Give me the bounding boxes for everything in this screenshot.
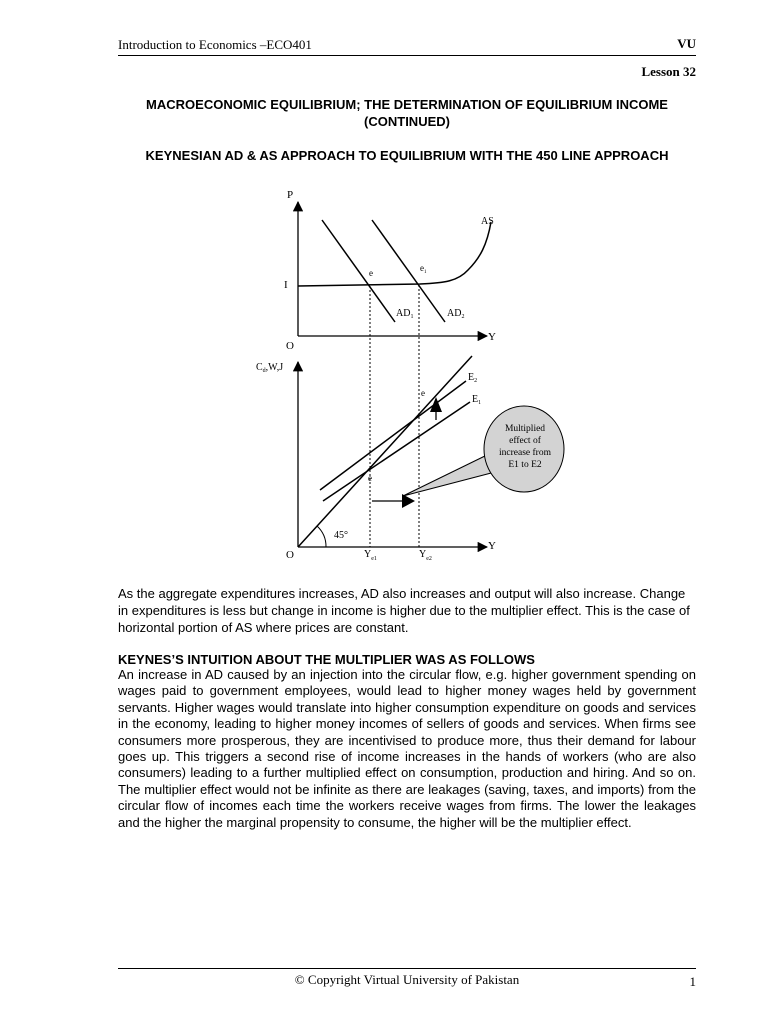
lesson-label: Lesson 32 [641, 64, 696, 79]
forty-five-degree-line [298, 356, 472, 547]
callout-line-1: Multiplied [504, 424, 546, 434]
callout-line-2: effect of [509, 436, 541, 446]
equilibrium-e-label-1: e [369, 268, 373, 278]
callout-pointer [403, 454, 495, 496]
vu-brand: VU [677, 36, 696, 51]
copyright-footer: © Copyright Virtual University of Pakistan [294, 972, 520, 987]
top-x-axis-label: Y [488, 331, 496, 343]
section-heading: KEYNES’S INTUITION ABOUT THE MULTIPLIER WAS AS FOLLOWS [118, 652, 535, 667]
e1-label: $E_1$ [472, 394, 482, 406]
bottom-origin-label: O [286, 549, 294, 561]
title-line-1: MACROECONOMIC EQUILIBRIUM; THE DETERMINATION OF EQUILIBRIUM INCOME [146, 97, 668, 112]
equilibrium-e-label-4: e [368, 473, 372, 483]
angle-arc [317, 526, 326, 547]
e2-expenditure-line [320, 381, 466, 490]
as-label: AS [481, 216, 494, 227]
section-subtitle: KEYNESIAN AD & AS APPROACH TO EQUILIBRIUM WITH THE 450 LINE APPROACH [145, 148, 669, 163]
top-y-axis-label: P [287, 189, 294, 201]
price-level-label: I [284, 279, 288, 291]
ye2-label: $Y_{e2}$ [419, 549, 432, 562]
footer-rule [118, 968, 696, 969]
callout-line-3: increase from [499, 448, 551, 458]
paragraph-multiplier-intro: As the aggregate expenditures increases, AD also increases and output will also increase. Change in expenditures is less but change in income is higher due to the multiplier effect. This is the case of horizontal portion of AS where prices are constant. [118, 586, 690, 635]
as-curve [298, 222, 491, 286]
equilibrium-e-label-3: e [421, 388, 425, 398]
bottom-y-axis-label: $C_d,W,J$ [256, 362, 284, 374]
ad2-curve [372, 220, 445, 322]
ad1-label: $AD_1$ [396, 308, 414, 320]
ad1-curve [322, 220, 395, 322]
equilibrium-e-label-2: $e_1$ [420, 263, 427, 275]
title-line-2: (CONTINUED) [364, 114, 450, 129]
callout-line-4: E1 to E2 [508, 460, 542, 470]
page-number: 1 [689, 974, 696, 989]
paragraph-keynes-intuition: An increase in AD caused by an injection into the circular flow, e.g. higher government spending on wages paid to government employees, would lead to higher money wages held by government servants. Higher wages would translate into higher consumption expenditure on goods and services in the economy, leading to higher money incomes of sellers of goods and services. When firms see consumers more prosperous, they are incentivised to produce more, thus their demand for labour goes up. This triggers a second rise of income increases in the hands of workers (who are also consumers) leading to a further multiplied effect on consumption, production and hiring. And so on. The multiplier effect would not be infinite as there are leakages (saving, taxes, and imports) from the circular flow of incomes each time the workers receive wages from firms. The lower the leakages and the higher the marginal propensity to consume, the higher will be the multiplier effect. [118, 667, 696, 830]
angle-label: 45° [334, 530, 348, 541]
e2-label: $E_2$ [468, 372, 478, 384]
ad2-label: $AD_2$ [447, 308, 465, 320]
ye1-label: $Y_{e1}$ [364, 549, 377, 562]
e1-expenditure-line [323, 402, 470, 501]
top-origin-label: O [286, 340, 294, 352]
course-header: Introduction to Economics –ECO401 [118, 37, 312, 52]
bottom-x-axis-label: Y [488, 540, 496, 552]
